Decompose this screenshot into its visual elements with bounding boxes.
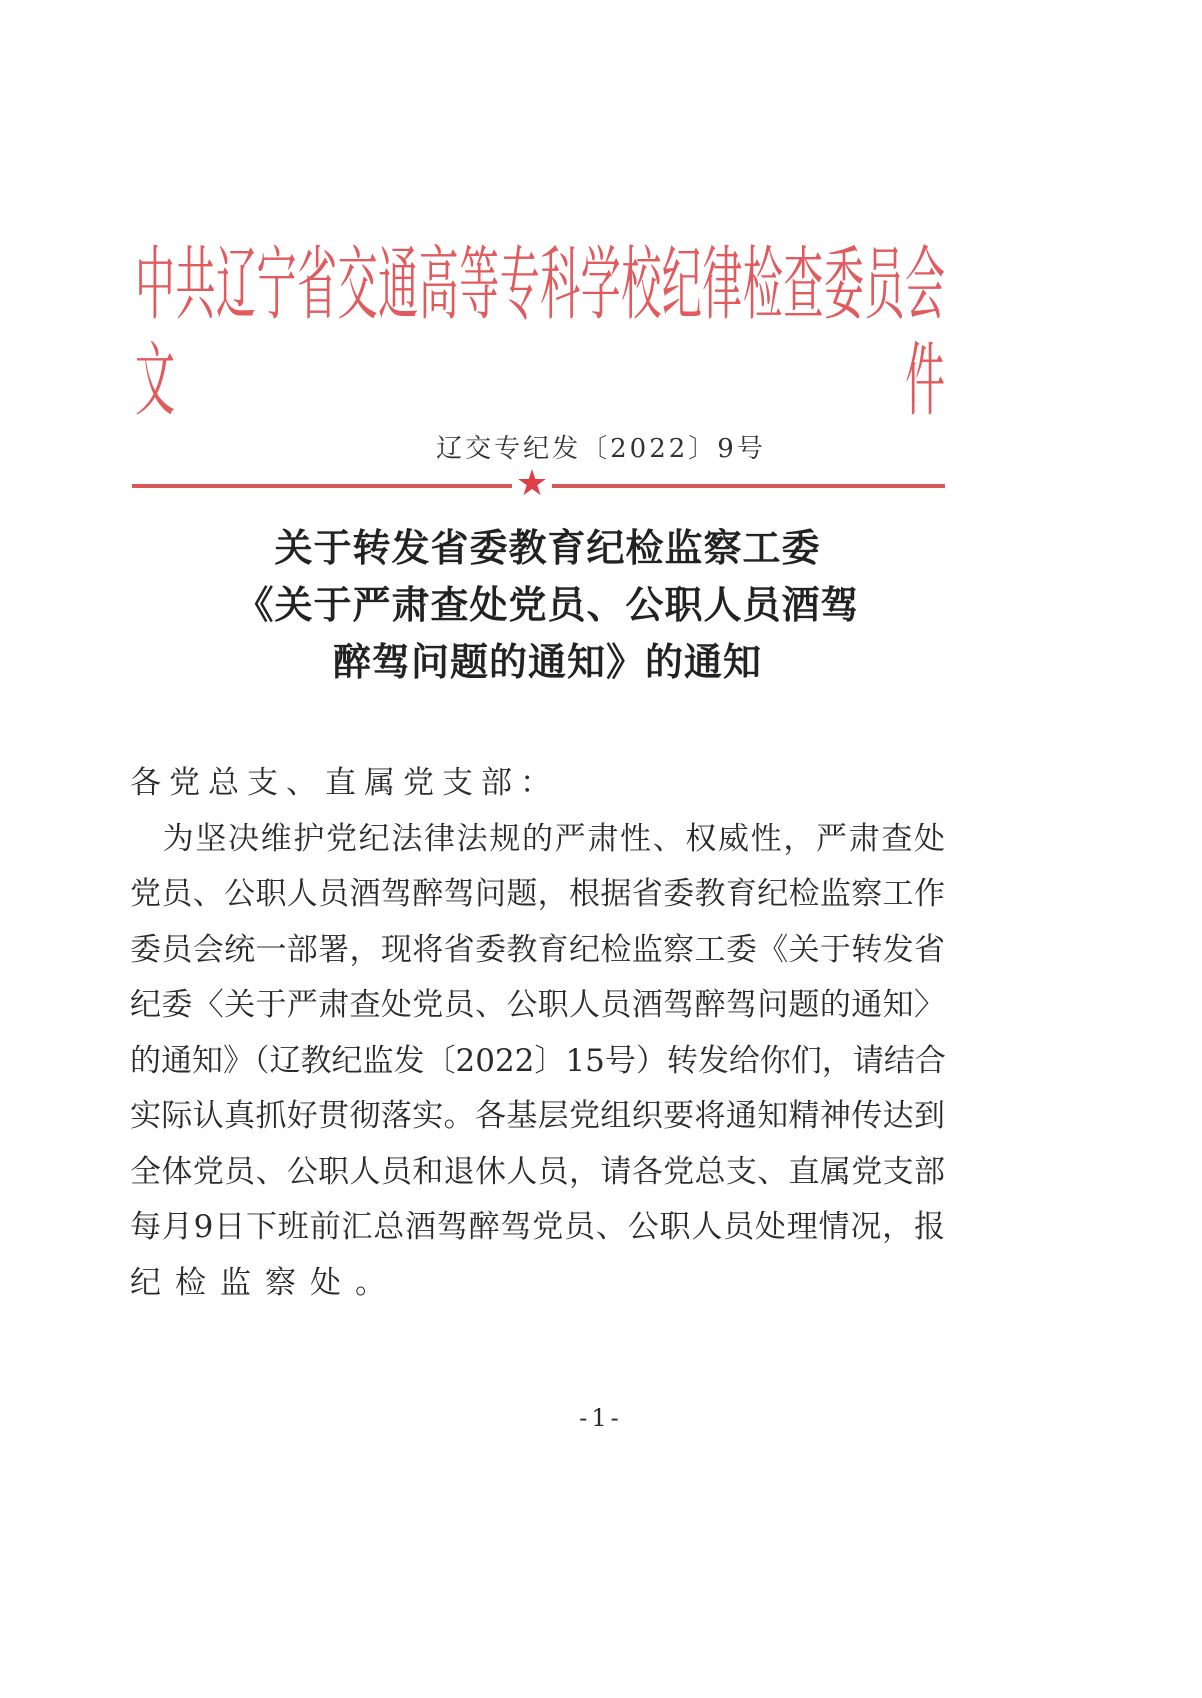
body-line: 纪委〈关于严肃查处党员、公职人员酒驾醉驾问题的通知〉 (130, 987, 945, 1023)
document-body (130, 756, 945, 1311)
salutation: 各党总支、直属党支部： (130, 765, 559, 801)
document-title (0, 520, 1095, 691)
red-rule-right (552, 484, 945, 488)
page-number: -1- (579, 1404, 623, 1432)
document-header-title: 中共辽宁省交通高等专科学校纪律检查委员会文件 (135, 240, 945, 428)
title-line: 关于转发省委教育纪检监察工委 (274, 526, 821, 570)
body-line: 纪检监察处。 (130, 1264, 400, 1301)
body-line: 的通知》（辽教纪监发〔2022〕15号）转发给你们，请结合 (130, 1042, 946, 1079)
body-line: 党员、公职人员酒驾醉驾问题，根据省委教育纪检监察工作 (130, 876, 945, 912)
body-line: 为坚决维护党纪法律法规的严肃性、权威性，严肃查处 (130, 820, 945, 857)
red-rule-left (132, 484, 512, 488)
body-line: 实际认真抓好贯彻落实。各基层党组织要将通知精神传达到 (130, 1098, 945, 1134)
body-line: 委员会统一部署，现将省委教育纪检监察工委《关于转发省 (130, 931, 945, 968)
document-number: 辽交专纪发〔2022〕9号 (436, 434, 766, 464)
body-line: 每月9日下班前汇总酒驾醉驾党员、公职人员处理情况，报 (130, 1209, 945, 1245)
title-line: 醉驾问题的通知》的通知 (332, 640, 762, 684)
body-line: 全体党员、公职人员和退休人员，请各党总支、直属党支部 (130, 1153, 945, 1190)
star-icon: ★ (515, 463, 549, 504)
title-line: 《关于严肃查处党员、公职人员酒驾 (235, 583, 860, 627)
